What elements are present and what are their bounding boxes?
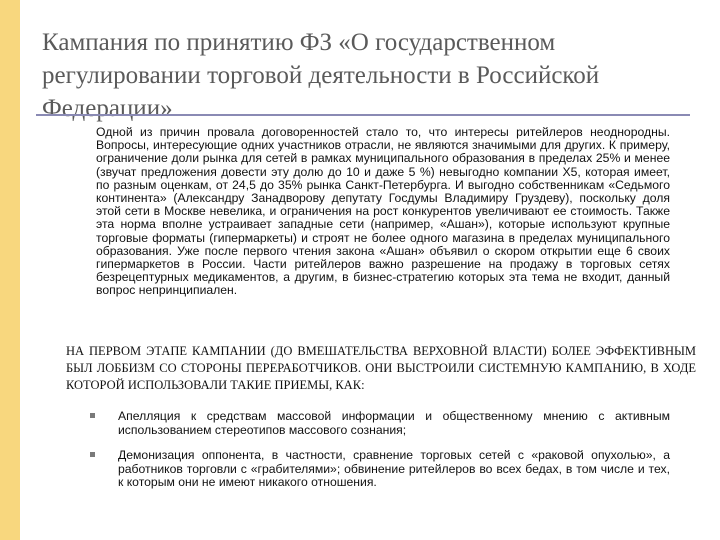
square-bullet-icon xyxy=(90,413,95,418)
bullet-list xyxy=(90,410,670,490)
square-bullet-icon xyxy=(90,452,95,457)
list-item xyxy=(90,449,670,490)
slide-title: Кампания по принятию ФЗ «О государственном регулировании торговой деятельности в Российской Федерации» xyxy=(42,29,600,122)
title-divider xyxy=(36,114,690,116)
list-item xyxy=(90,410,670,437)
caps-heading: НА ПЕРВОМ ЭТАПЕ КАМПАНИИ (ДО ВМЕШАТЕЛЬСТВА ВЕРХОВНОЙ ВЛАСТИ) БОЛЕЕ ЭФФЕКТИВНЫМ БЫЛ ЛОББИЗМ СО СТОРОНЫ ПЕРЕРАБОТЧИКОВ. ОНИ ВЫСТРОИЛИ СИСТЕМНУЮ КАМПАНИЮ, В ХОДЕ КОТОРОЙ ИСПОЛЬЗОВАЛИ ТАКИЕ ПРИЕМЫ, КАК: xyxy=(66,344,696,392)
bullet-text: Демонизация оппонента, в частности, сравнение торговых сетей с «раковой опухолью», а работников торговли с «грабителями»; обвинение ритейлеров во всех бедах, в том числе и тех, к которым они не имеют никакого отношения. xyxy=(118,448,670,490)
accent-bar xyxy=(0,0,20,540)
bullet-text: Апелляция к средствам массовой информации и общественному мнению с активным использованием стереотипов массового сознания; xyxy=(118,409,670,437)
body-paragraph: Одной из причин провала договоренностей стало то, что интересы ритейлеров неоднородны. Вопросы, интересующие одних участников отрасли, не являются значимыми для других. К примеру, ограничение доли рынка для сетей в рамках муниципального образования в пределах 25% и менее (звучат предложения довести эту долю до 10 и даже 5 %) невыгодно компании Х5, которая имеет, по разным оценкам, от 24,5 до 35% рынка Санкт-Петербурга. И выгодно собственникам «Седьмого континента» (Александру Занадворову депутату Госдумы Владимиру Груздеву), поскольку доля этой сети в Москве невелика, и ограничения на рост конкурентов увеличивают ее стоимость. Также эта норма вполне устраивает западные сети (например, «Ашан»), которые используют крупные торговые форматы (гипермаркеты) и строят не более одного магазина в пределах муниципального образования. Уже после первого чтения закона «Ашан» объявил о скором открытии еще 6 своих гипермаркетов в России. Части ритейлеров важно разрешение на продажу в торговых сетях безрецептурных медикаментов, а другим, в бизнес-стратегию которых эта тема не входит, данный вопрос непринципиален. xyxy=(96,125,670,298)
